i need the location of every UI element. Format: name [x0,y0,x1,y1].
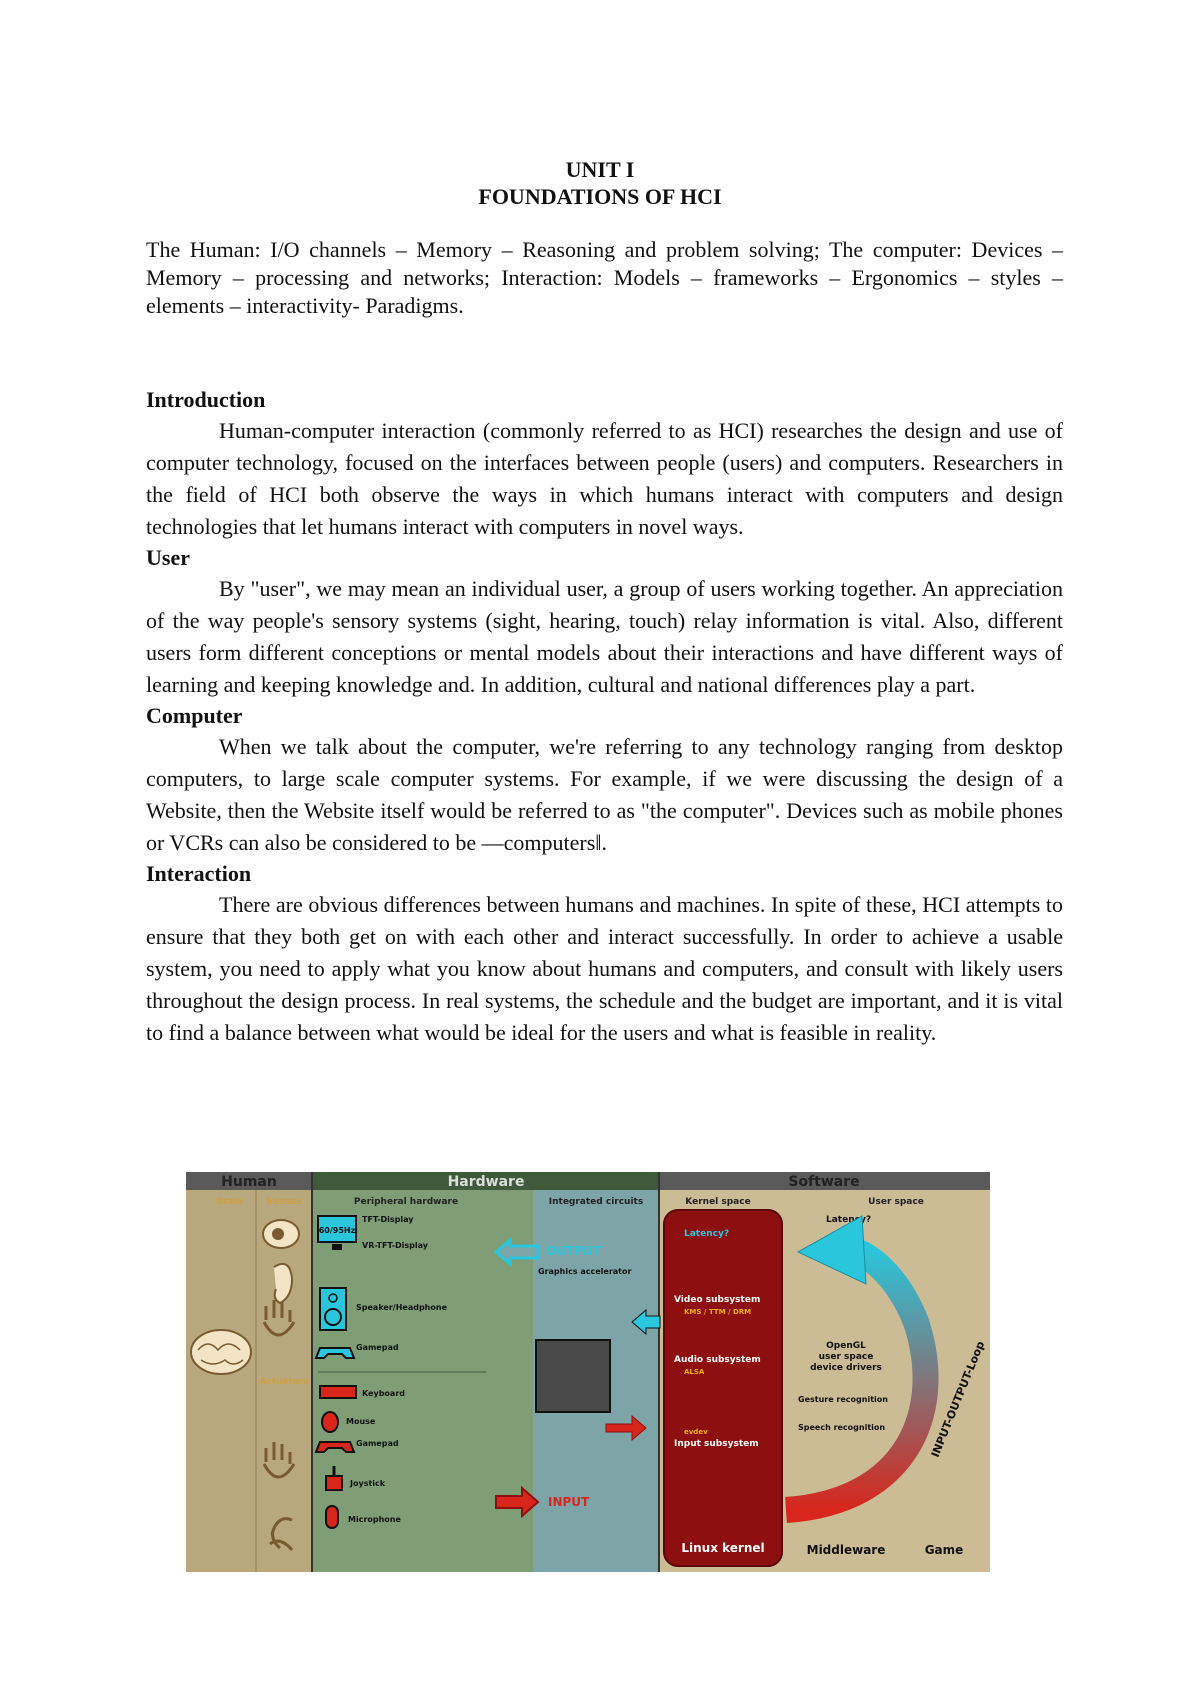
kernel-block [664,1210,782,1566]
eye-pupil [272,1228,284,1240]
graphics-label: Graphics accelerator [538,1267,632,1276]
keyboard-icon [320,1386,356,1398]
hci-diagram [186,1172,990,1572]
section-user [146,543,1063,701]
peripheral-label: Peripheral hardware [353,1197,459,1207]
opengl-drivers-label: device drivers [810,1363,882,1373]
gamepad-input-label: Gamepad [356,1439,399,1448]
body-sections [146,385,1063,1049]
human-header: Human [221,1174,277,1190]
section-heading: User [146,545,190,570]
microphone-icon [326,1506,338,1528]
actuators-label: Actuators [259,1377,309,1387]
keyboard-label: Keyboard [362,1389,405,1398]
unit-heading: UNIT I [565,157,635,182]
joystick-label: Joystick [350,1479,386,1488]
mouse-icon [322,1412,338,1432]
section-paragraph: Human-computer interaction (commonly referred to as HCI) researches the design and use of computer technology, focused on the interfaces between people (users) and computers. Researchers in the field of HCI both observe the ways in which humans interact with computers and design technologies that let humans interact with computers in novel ways. [146,418,1063,539]
vr-tft-label: VR-TFT-Display [362,1241,428,1250]
display-hz: 60/95Hz [318,1226,356,1235]
kernel-latency: Latency? [684,1229,730,1239]
opengl-label: OpenGL [826,1341,866,1351]
section-paragraph: By "user", we may mean an individual user, a group of users working together. An appreciation of the way people's sensory systems (sight, hearing, touch) relay information is vital. Also, different users form different conceptions or mental models about their interactions and have different ways of learning and keeping knowledge and. In addition, cultural and national differences play a part. [146,576,1063,697]
kernel-space-label: Kernel space [685,1197,751,1207]
video-subsystem: Video subsystem [674,1295,761,1305]
monitor-stand [332,1244,342,1250]
gamepad-output-label: Gamepad [356,1343,399,1352]
section-heading: Interaction [146,861,252,886]
userspace-latency: Latency? [826,1215,872,1225]
tft-label: TFT-Display [362,1215,414,1224]
audio-subsystem: Audio subsystem [674,1355,761,1365]
video-subsystem-detail: KMS / TTM / DRM [684,1308,752,1316]
io-loop-label: INPUT-OUTPUT-Loop [928,1339,988,1460]
input-subsystem-detail: evdev [684,1428,708,1436]
section-heading: Introduction [146,387,266,412]
software-header: Software [788,1174,860,1190]
brain-icon [191,1330,251,1374]
opengl-userspace-label: user space [818,1352,874,1362]
output-label: OUTPUT [546,1244,601,1258]
mouse-label: Mouse [346,1417,376,1426]
section-introduction [146,385,1063,543]
syllabus-text: The Human: I/O channels – Memory – Reasoning and problem solving; The computer: Devices – Memory – processing and networks; Interaction: Models – frameworks – Ergonomics – styles – elements – interactivity- Paradigms. [146,237,1063,318]
unit-title: FOUNDATIONS OF HCI [478,184,722,209]
input-subsystem: Input subsystem [674,1439,759,1449]
input-label: INPUT [548,1495,590,1509]
brain-label: Brain [216,1197,243,1207]
speaker-label: Speaker/Headphone [356,1303,447,1312]
section-paragraph: When we talk about the computer, we're referring to any technology ranging from desktop computers, to large scale computer systems. For example, if we were discussing the design of a Website, then the Website itself would be referred to as "the computer". Devices such as mobile phones or VCRs can also be considered to be ―computers‖. [146,734,1063,855]
section-interaction [146,859,1063,1049]
senses-label: Senses [266,1197,302,1207]
section-heading: Computer [146,703,243,728]
hardware-header: Hardware [447,1174,525,1190]
joystick-icon [326,1476,342,1490]
user-space-label: User space [868,1197,924,1207]
section-computer [146,701,1063,859]
game-label: Game [924,1543,964,1557]
ic-box [536,1340,610,1412]
speech-label: Speech recognition [798,1423,886,1432]
microphone-label: Microphone [348,1515,401,1524]
integrated-label: Integrated circuits [548,1197,644,1207]
gesture-label: Gesture recognition [798,1395,888,1404]
middleware-label: Middleware [806,1543,886,1557]
section-paragraph: There are obvious differences between humans and machines. In spite of these, HCI attempts to ensure that they both get on with each other and interact successfully. In order to achieve a usable system, you need to apply what you know about humans and computers, and consult with likely users throughout the design process. In real systems, the schedule and the budget are important, and it is vital to find a balance between what would be ideal for the users and what is feasible in reality. [146,892,1063,1045]
kernel-name: Linux kernel [681,1541,765,1555]
audio-subsystem-detail: ALSA [684,1368,705,1376]
